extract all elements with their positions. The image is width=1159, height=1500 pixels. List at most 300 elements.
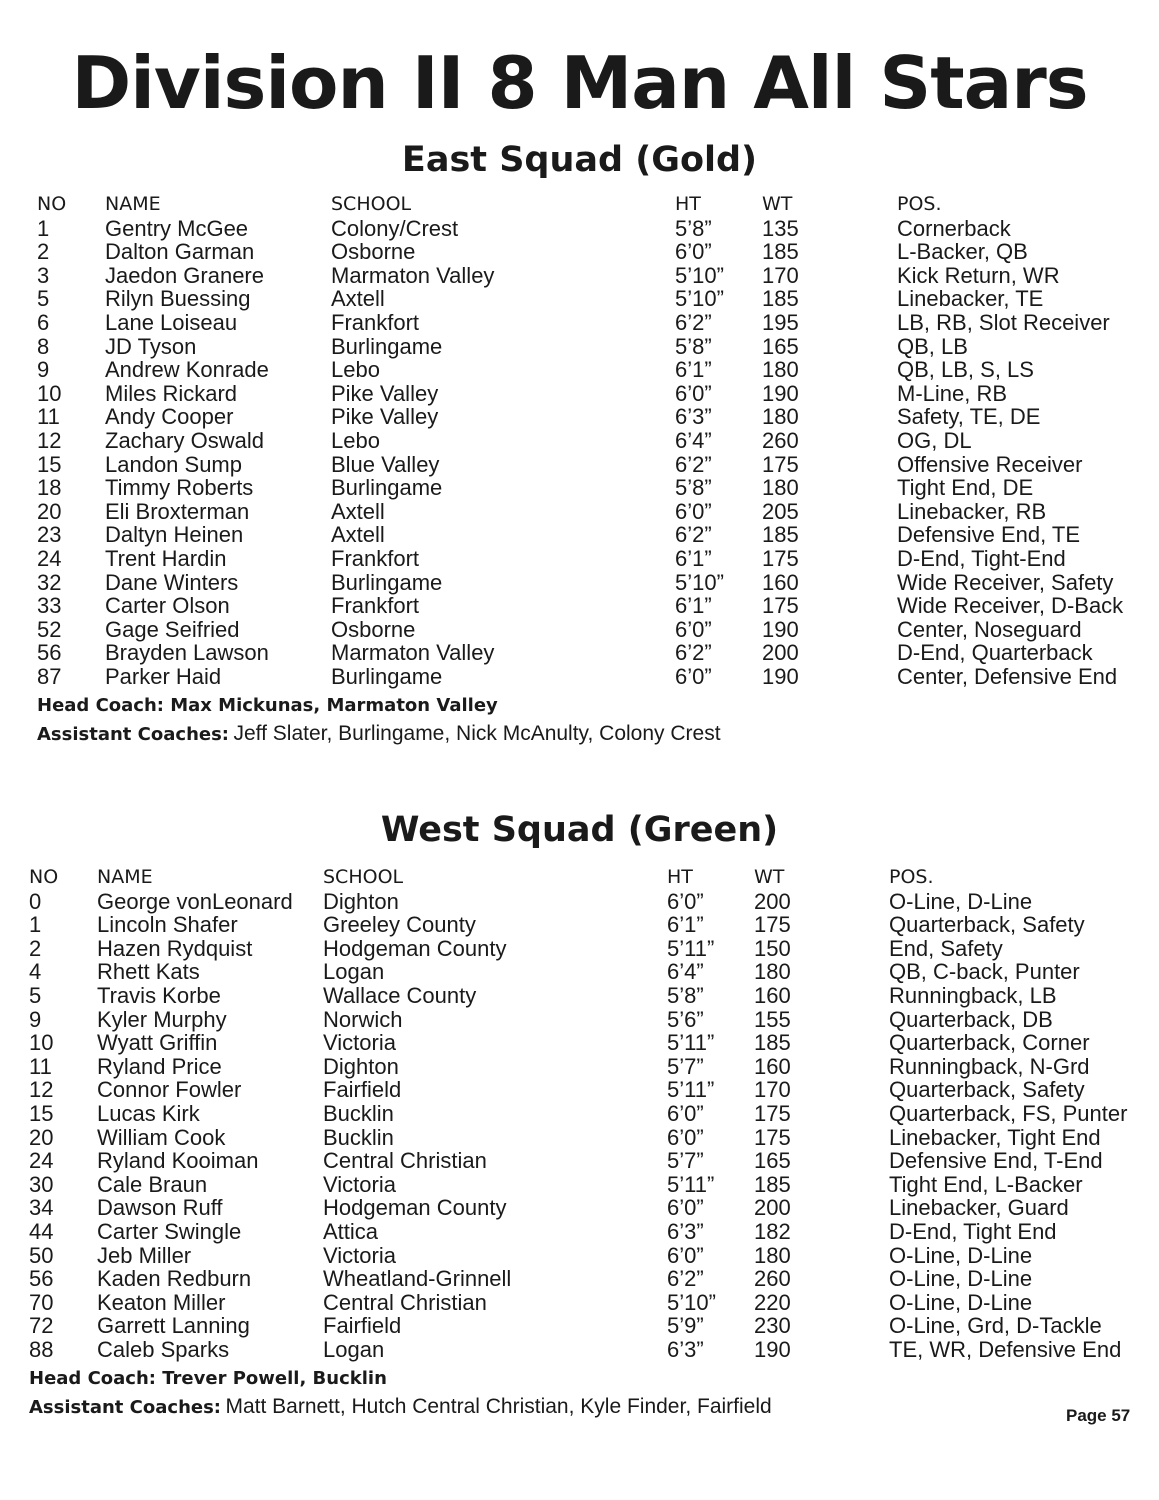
- cell-ht: 6’3”: [675, 404, 712, 430]
- cell-wt: 165: [754, 1148, 791, 1174]
- cell-no: 34: [29, 1195, 54, 1221]
- cell-no: 11: [37, 404, 60, 430]
- cell-ht: 6’1”: [675, 593, 712, 619]
- cell-wt: 180: [762, 404, 799, 430]
- cell-no: 70: [29, 1289, 54, 1315]
- cell-no: 56: [29, 1266, 54, 1292]
- cell-name: Brayden Lawson: [105, 640, 269, 666]
- cell-name: Wyatt Griffin: [97, 1030, 218, 1056]
- table-row: [0, 1102, 1159, 1126]
- table-row: [0, 264, 1159, 288]
- table-row: [0, 382, 1159, 406]
- cell-school: Frankfort: [331, 545, 420, 571]
- cell-wt: 185: [762, 286, 799, 312]
- cell-no: 33: [37, 593, 62, 619]
- cell-wt: 165: [762, 333, 799, 359]
- cell-name: Kaden Redburn: [97, 1266, 252, 1292]
- table-row: [0, 1173, 1159, 1197]
- cell-ht: 6’4”: [675, 427, 712, 453]
- cell-wt: 155: [754, 1006, 791, 1032]
- cell-school: Axtell: [331, 286, 385, 312]
- cell-no: 24: [29, 1148, 54, 1174]
- cell-pos: L-Backer, QB: [897, 239, 1028, 265]
- cell-pos: Center, Noseguard: [897, 616, 1082, 642]
- cell-no: 3: [37, 262, 50, 288]
- cell-ht: 6’0”: [675, 380, 712, 406]
- cell-school: Logan: [323, 1336, 385, 1362]
- cell-name: Jeb Miller: [97, 1242, 192, 1268]
- column-header-name: NAME: [105, 193, 161, 215]
- table-row: [0, 618, 1159, 642]
- cell-school: Marmaton Valley: [331, 640, 495, 666]
- cell-pos: Tight End, L-Backer: [889, 1171, 1083, 1197]
- cell-name: Carter Olson: [105, 593, 230, 619]
- cell-pos: O-Line, Grd, D-Tackle: [889, 1313, 1102, 1339]
- cell-ht: 6’0”: [667, 1195, 704, 1221]
- cell-no: 15: [37, 451, 62, 477]
- cell-wt: 260: [762, 427, 799, 453]
- table-row: [0, 523, 1159, 547]
- cell-pos: D-End, Tight End: [889, 1218, 1057, 1244]
- cell-wt: 175: [754, 912, 791, 938]
- cell-school: Marmaton Valley: [331, 262, 495, 288]
- cell-no: 32: [37, 569, 62, 595]
- cell-name: Landon Sump: [105, 451, 242, 477]
- table-row: [0, 641, 1159, 665]
- column-header-pos: POS.: [897, 193, 942, 215]
- cell-ht: 6’2”: [675, 309, 712, 335]
- cell-no: 9: [29, 1006, 42, 1032]
- cell-school: Colony/Crest: [331, 215, 459, 241]
- cell-no: 20: [29, 1124, 54, 1150]
- table-row: [0, 913, 1159, 937]
- cell-pos: OG, DL: [897, 427, 972, 453]
- cell-ht: 6’3”: [667, 1336, 704, 1362]
- cell-pos: Quarterback, Safety: [889, 912, 1085, 938]
- cell-ht: 6’0”: [675, 616, 712, 642]
- cell-no: 15: [29, 1100, 54, 1126]
- west-assistant-coaches: [29, 1394, 772, 1422]
- cell-school: Lebo: [331, 427, 380, 453]
- cell-ht: 6’4”: [667, 959, 704, 985]
- cell-ht: 6’2”: [675, 522, 712, 548]
- cell-name: Andy Cooper: [105, 404, 234, 430]
- cell-school: Frankfort: [331, 309, 420, 335]
- cell-name: Dalton Garman: [105, 239, 255, 265]
- table-row: [0, 1078, 1159, 1102]
- table-header: [0, 193, 1159, 217]
- west-head-coach: Head Coach: Trever Powell, Bucklin: [29, 1368, 387, 1389]
- cell-no: 5: [37, 286, 50, 312]
- table-row: [0, 665, 1159, 689]
- cell-wt: 205: [762, 498, 799, 524]
- table-row: [0, 937, 1159, 961]
- cell-no: 72: [29, 1313, 54, 1339]
- cell-school: Osborne: [331, 239, 416, 265]
- table-row: [0, 571, 1159, 595]
- cell-school: Hodgeman County: [323, 1195, 507, 1221]
- cell-name: Gentry McGee: [105, 215, 249, 241]
- cell-wt: 182: [754, 1218, 791, 1244]
- cell-wt: 190: [762, 663, 799, 689]
- cell-no: 10: [37, 380, 62, 406]
- cell-no: 8: [37, 333, 50, 359]
- cell-ht: 6’0”: [675, 239, 712, 265]
- cell-name: Miles Rickard: [105, 380, 238, 406]
- cell-name: Jaedon Granere: [105, 262, 264, 288]
- cell-name: Garrett Lanning: [97, 1313, 250, 1339]
- west-roster-table: [0, 866, 1159, 1361]
- cell-pos: Wide Receiver, Safety: [897, 569, 1114, 595]
- cell-no: 23: [37, 522, 62, 548]
- cell-ht: 5’9”: [667, 1313, 704, 1339]
- cell-name: George vonLeonard: [97, 888, 293, 914]
- cell-name: Carter Swingle: [97, 1218, 242, 1244]
- cell-school: Frankfort: [331, 593, 420, 619]
- table-row: [0, 1244, 1159, 1268]
- cell-name: Kyler Murphy: [97, 1006, 227, 1032]
- cell-ht: 6’0”: [675, 663, 712, 689]
- cell-ht: 5’7”: [667, 1053, 704, 1079]
- cell-school: Central Christian: [323, 1148, 487, 1174]
- cell-pos: D-End, Tight-End: [897, 545, 1066, 571]
- cell-pos: Runningback, N-Grd: [889, 1053, 1090, 1079]
- cell-ht: 6’0”: [667, 1242, 704, 1268]
- column-header-pos: POS.: [889, 866, 934, 888]
- cell-school: Attica: [323, 1218, 379, 1244]
- table-row: [0, 287, 1159, 311]
- cell-school: Victoria: [323, 1171, 396, 1197]
- cell-wt: 175: [754, 1124, 791, 1150]
- cell-name: Dawson Ruff: [97, 1195, 223, 1221]
- cell-no: 6: [37, 309, 50, 335]
- cell-name: Lane Loiseau: [105, 309, 238, 335]
- east-squad-heading: East Squad (Gold): [401, 140, 758, 180]
- cell-name: Lucas Kirk: [97, 1100, 200, 1126]
- column-header-name: NAME: [97, 866, 153, 888]
- cell-wt: 180: [762, 475, 799, 501]
- cell-wt: 175: [762, 593, 799, 619]
- column-header-no: NO: [29, 866, 59, 888]
- cell-pos: O-Line, D-Line: [889, 1289, 1033, 1315]
- cell-pos: Linebacker, Tight End: [889, 1124, 1101, 1150]
- cell-wt: 160: [762, 569, 799, 595]
- cell-no: 1: [37, 215, 50, 241]
- cell-name: Rilyn Buessing: [105, 286, 251, 312]
- cell-ht: 6’0”: [667, 1124, 704, 1150]
- east-roster-table: [0, 193, 1159, 688]
- cell-no: 56: [37, 640, 62, 666]
- cell-no: 5: [29, 982, 42, 1008]
- cell-pos: TE, WR, Defensive End: [889, 1336, 1122, 1362]
- cell-pos: Tight End, DE: [897, 475, 1034, 501]
- cell-name: Caleb Sparks: [97, 1336, 230, 1362]
- cell-pos: Offensive Receiver: [897, 451, 1083, 477]
- cell-pos: Linebacker, RB: [897, 498, 1047, 524]
- cell-school: Dighton: [323, 1053, 399, 1079]
- cell-wt: 160: [754, 982, 791, 1008]
- cell-wt: 180: [762, 357, 799, 383]
- cell-no: 4: [29, 959, 42, 985]
- table-header: [0, 866, 1159, 890]
- cell-school: Axtell: [331, 522, 385, 548]
- table-row: [0, 594, 1159, 618]
- cell-school: Wheatland-Grinnell: [323, 1266, 512, 1292]
- table-row: [0, 476, 1159, 500]
- table-row: [0, 1338, 1159, 1362]
- cell-ht: 5’6”: [667, 1006, 704, 1032]
- cell-name: Dane Winters: [105, 569, 239, 595]
- cell-school: Lebo: [331, 357, 380, 383]
- cell-no: 87: [37, 663, 62, 689]
- cell-school: Osborne: [331, 616, 416, 642]
- table-row: [0, 311, 1159, 335]
- cell-pos: Quarterback, FS, Punter: [889, 1100, 1128, 1126]
- cell-no: 24: [37, 545, 62, 571]
- east-assistant-names: Jeff Slater, Burlingame, Nick McAnulty, Colony Crest: [233, 722, 721, 745]
- cell-no: 88: [29, 1336, 54, 1362]
- cell-no: 0: [29, 888, 42, 914]
- cell-ht: 6’1”: [675, 545, 712, 571]
- cell-name: Parker Haid: [105, 663, 222, 689]
- cell-pos: Quarterback, DB: [889, 1006, 1053, 1032]
- cell-school: Bucklin: [323, 1124, 394, 1150]
- table-row: [0, 960, 1159, 984]
- west-squad-heading: West Squad (Green): [380, 810, 779, 850]
- cell-ht: 5’11”: [667, 1030, 715, 1056]
- cell-name: Zachary Oswald: [105, 427, 264, 453]
- cell-pos: O-Line, D-Line: [889, 1266, 1033, 1292]
- cell-school: Wallace County: [323, 982, 477, 1008]
- cell-no: 10: [29, 1030, 54, 1056]
- cell-no: 44: [29, 1218, 54, 1244]
- column-header-wt: WT: [754, 866, 785, 888]
- cell-wt: 160: [754, 1053, 791, 1079]
- cell-pos: QB, LB: [897, 333, 968, 359]
- cell-ht: 6’3”: [667, 1218, 704, 1244]
- cell-school: Fairfield: [323, 1313, 402, 1339]
- cell-no: 20: [37, 498, 62, 524]
- cell-ht: 5’8”: [675, 215, 712, 241]
- cell-name: Lincoln Shafer: [97, 912, 238, 938]
- cell-ht: 5’10”: [675, 262, 724, 288]
- cell-ht: 5’11”: [667, 1077, 715, 1103]
- cell-pos: D-End, Quarterback: [897, 640, 1093, 666]
- cell-pos: QB, LB, S, LS: [897, 357, 1034, 383]
- cell-wt: 175: [754, 1100, 791, 1126]
- cell-pos: M-Line, RB: [897, 380, 1008, 406]
- cell-name: Eli Broxterman: [105, 498, 250, 524]
- cell-name: Rhett Kats: [97, 959, 200, 985]
- cell-wt: 185: [754, 1171, 791, 1197]
- cell-ht: 5’11”: [667, 935, 715, 961]
- cell-name: William Cook: [97, 1124, 226, 1150]
- cell-pos: Defensive End, TE: [897, 522, 1081, 548]
- cell-wt: 175: [762, 451, 799, 477]
- cell-pos: Defensive End, T-End: [889, 1148, 1103, 1174]
- table-row: [0, 1196, 1159, 1220]
- cell-wt: 200: [762, 640, 799, 666]
- table-row: [0, 1291, 1159, 1315]
- cell-ht: 6’1”: [667, 912, 704, 938]
- column-header-ht: HT: [667, 866, 693, 888]
- cell-name: Ryland Price: [97, 1053, 222, 1079]
- cell-wt: 175: [762, 545, 799, 571]
- cell-pos: Center, Defensive End: [897, 663, 1118, 689]
- cell-pos: Kick Return, WR: [897, 262, 1060, 288]
- cell-pos: Quarterback, Safety: [889, 1077, 1085, 1103]
- cell-wt: 185: [762, 239, 799, 265]
- cell-ht: 6’0”: [667, 1100, 704, 1126]
- cell-name: Cale Braun: [97, 1171, 208, 1197]
- cell-wt: 190: [762, 380, 799, 406]
- column-header-school: SCHOOL: [323, 866, 404, 888]
- cell-wt: 170: [762, 262, 799, 288]
- column-header-school: SCHOOL: [331, 193, 412, 215]
- cell-wt: 220: [754, 1289, 791, 1315]
- table-row: [0, 358, 1159, 382]
- cell-pos: Runningback, LB: [889, 982, 1057, 1008]
- cell-pos: Linebacker, Guard: [889, 1195, 1069, 1221]
- cell-wt: 260: [754, 1266, 791, 1292]
- cell-ht: 5’10”: [667, 1289, 716, 1315]
- cell-wt: 200: [754, 888, 791, 914]
- cell-pos: Wide Receiver, D-Back: [897, 593, 1124, 619]
- cell-ht: 5’11”: [667, 1171, 715, 1197]
- cell-name: JD Tyson: [105, 333, 197, 359]
- cell-wt: 180: [754, 1242, 791, 1268]
- cell-wt: 170: [754, 1077, 791, 1103]
- column-header-no: NO: [37, 193, 67, 215]
- table-row: [0, 984, 1159, 1008]
- cell-school: Dighton: [323, 888, 399, 914]
- table-row: [0, 1149, 1159, 1173]
- cell-school: Axtell: [331, 498, 385, 524]
- cell-wt: 230: [754, 1313, 791, 1339]
- cell-wt: 150: [754, 935, 791, 961]
- cell-name: Andrew Konrade: [105, 357, 269, 383]
- cell-no: 1: [29, 912, 42, 938]
- cell-ht: 6’2”: [675, 640, 712, 666]
- cell-school: Burlingame: [331, 475, 443, 501]
- cell-pos: Linebacker, TE: [897, 286, 1044, 312]
- cell-ht: 5’8”: [675, 333, 712, 359]
- cell-wt: 135: [762, 215, 799, 241]
- cell-school: Blue Valley: [331, 451, 440, 477]
- cell-no: 12: [29, 1077, 54, 1103]
- cell-school: Burlingame: [331, 569, 443, 595]
- cell-no: 2: [29, 935, 42, 961]
- cell-wt: 190: [762, 616, 799, 642]
- cell-ht: 6’0”: [675, 498, 712, 524]
- cell-ht: 5’8”: [675, 475, 712, 501]
- cell-school: Pike Valley: [331, 404, 439, 430]
- table-row: [0, 1055, 1159, 1079]
- cell-no: 52: [37, 616, 62, 642]
- cell-ht: 5’10”: [675, 569, 724, 595]
- cell-pos: Cornerback: [897, 215, 1011, 241]
- table-row: [0, 890, 1159, 914]
- cell-school: Hodgeman County: [323, 935, 507, 961]
- cell-name: Gage Seifried: [105, 616, 240, 642]
- cell-school: Pike Valley: [331, 380, 439, 406]
- west-assistant-names: Matt Barnett, Hutch Central Christian, Kyle Finder, Fairfield: [225, 1395, 772, 1418]
- cell-ht: 6’1”: [675, 357, 712, 383]
- cell-no: 30: [29, 1171, 54, 1197]
- column-header-wt: WT: [762, 193, 793, 215]
- table-row: [0, 429, 1159, 453]
- cell-wt: 195: [762, 309, 799, 335]
- cell-ht: 6’2”: [667, 1266, 704, 1292]
- cell-no: 9: [37, 357, 50, 383]
- cell-no: 11: [29, 1053, 52, 1079]
- cell-name: Trent Hardin: [105, 545, 227, 571]
- cell-name: Daltyn Heinen: [105, 522, 244, 548]
- cell-school: Victoria: [323, 1030, 396, 1056]
- cell-pos: End, Safety: [889, 935, 1003, 961]
- table-row: [0, 1220, 1159, 1244]
- cell-pos: LB, RB, Slot Receiver: [897, 309, 1110, 335]
- cell-wt: 180: [754, 959, 791, 985]
- cell-name: Timmy Roberts: [105, 475, 254, 501]
- cell-name: Travis Korbe: [97, 982, 221, 1008]
- cell-school: Logan: [323, 959, 385, 985]
- cell-name: Hazen Rydquist: [97, 935, 253, 961]
- cell-ht: 6’0”: [667, 888, 704, 914]
- table-row: [0, 1031, 1159, 1055]
- table-row: [0, 405, 1159, 429]
- table-row: [0, 240, 1159, 264]
- table-row: [0, 1008, 1159, 1032]
- table-row: [0, 1267, 1159, 1291]
- table-row: [0, 217, 1159, 241]
- east-assistant-coaches: [37, 721, 721, 749]
- cell-no: 12: [37, 427, 62, 453]
- cell-school: Bucklin: [323, 1100, 394, 1126]
- cell-school: Burlingame: [331, 333, 443, 359]
- cell-school: Norwich: [323, 1006, 403, 1032]
- cell-no: 2: [37, 239, 50, 265]
- cell-wt: 185: [754, 1030, 791, 1056]
- cell-pos: O-Line, D-Line: [889, 1242, 1033, 1268]
- east-head-coach: Head Coach: Max Mickunas, Marmaton Valley: [37, 695, 498, 716]
- cell-pos: Quarterback, Corner: [889, 1030, 1090, 1056]
- cell-name: Keaton Miller: [97, 1289, 226, 1315]
- cell-pos: QB, C-back, Punter: [889, 959, 1080, 985]
- cell-ht: 5’7”: [667, 1148, 704, 1174]
- cell-wt: 185: [762, 522, 799, 548]
- cell-pos: Safety, TE, DE: [897, 404, 1041, 430]
- table-row: [0, 335, 1159, 359]
- cell-no: 18: [37, 475, 62, 501]
- table-row: [0, 1126, 1159, 1150]
- page-title: Division II 8 Man All Stars: [71, 41, 1088, 125]
- cell-school: Central Christian: [323, 1289, 487, 1315]
- column-header-ht: HT: [675, 193, 701, 215]
- east-assistant-label: Assistant Coaches:: [37, 724, 230, 745]
- cell-school: Burlingame: [331, 663, 443, 689]
- cell-no: 50: [29, 1242, 54, 1268]
- cell-wt: 190: [754, 1336, 791, 1362]
- page-number: Page 57: [1066, 1406, 1131, 1425]
- cell-ht: 6’2”: [675, 451, 712, 477]
- cell-name: Ryland Kooiman: [97, 1148, 259, 1174]
- cell-wt: 200: [754, 1195, 791, 1221]
- table-row: [0, 500, 1159, 524]
- cell-ht: 5’10”: [675, 286, 724, 312]
- table-row: [0, 453, 1159, 477]
- cell-school: Victoria: [323, 1242, 396, 1268]
